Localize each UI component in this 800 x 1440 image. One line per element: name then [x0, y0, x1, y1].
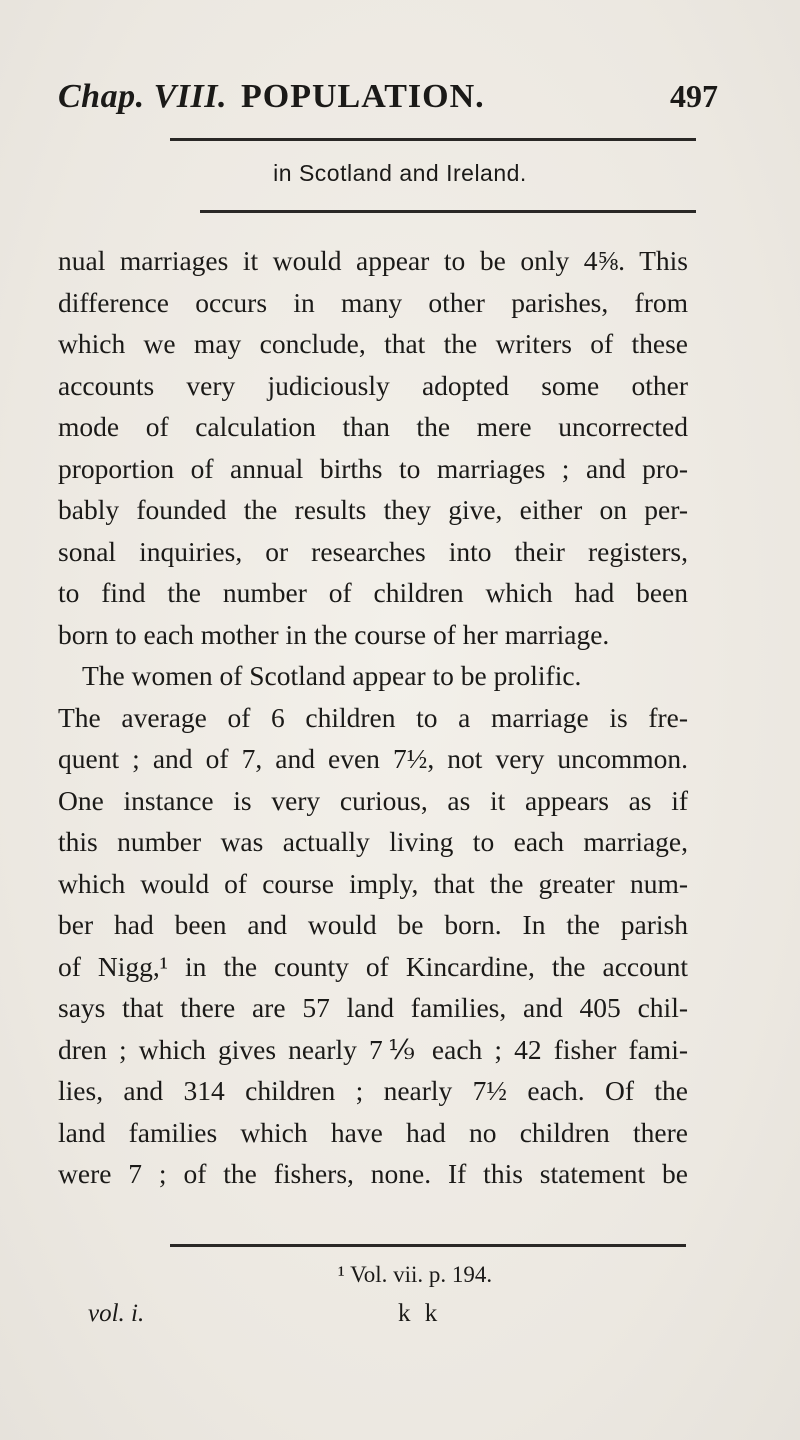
- text-line: bably founded the results they give, either on per-: [58, 494, 688, 525]
- text-line: born to each mother in the course of her marriage.: [58, 618, 610, 650]
- text-line: nual marriages it would appear to be only 4⅝. This: [58, 245, 688, 276]
- text-line: mode of calculation than the mere uncorrected: [58, 411, 688, 442]
- text-line: difference occurs in many other parishes, from: [58, 286, 688, 318]
- text-line: which would of course imply, that the greater num-: [58, 867, 688, 899]
- body-text: [58, 240, 688, 1195]
- volume-signature: vol. i.: [88, 1300, 145, 1327]
- text-line: accounts very judiciously adopted some other: [58, 369, 688, 401]
- text-line: One instance is very curious, as it appears as if: [58, 784, 688, 816]
- text-line: which we may conclude, that the writers of these: [58, 328, 688, 359]
- page-title: POPULATION.: [241, 78, 485, 115]
- text-line: this number was actually living to each marriage,: [58, 826, 688, 857]
- text-line: The average of 6 children to a marriage is fre-: [58, 701, 688, 733]
- text-line: ber had been and would be born. In the parish: [58, 909, 688, 940]
- text-line: lies, and 314 children ; nearly 7½ each. Of the: [58, 1075, 688, 1106]
- page-number: 497: [670, 78, 718, 114]
- footnote-rule: [170, 1244, 686, 1247]
- chapter-heading: Chap. VIII.: [58, 78, 227, 115]
- text-line: The women of Scotland appear to be prolific.: [82, 660, 582, 691]
- text-line: proportion of annual births to marriages ; and pro-: [58, 452, 688, 484]
- text-line: sonal inquiries, or researches into their registers,: [58, 535, 688, 567]
- top-rule: [170, 138, 696, 141]
- running-header: [58, 78, 718, 128]
- text-line: to find the number of children which had been: [58, 577, 688, 608]
- text-line: says that there are 57 land families, and 405 chil-: [58, 992, 688, 1023]
- text-line: dren ; which gives nearly 7⅑ each ; 42 fisher fami-: [58, 1033, 688, 1065]
- text-line: of Nigg,¹ in the county of Kincardine, the account: [58, 950, 688, 982]
- printer-signature-mark: k k: [398, 1300, 442, 1327]
- text-line: land families which have had no children there: [58, 1116, 688, 1148]
- section-heading: in Scotland and Ireland.: [273, 160, 527, 186]
- footnote: ¹ Vol. vii. p. 194.: [337, 1262, 493, 1287]
- text-line: quent ; and of 7, and even 7½, not very uncommon.: [58, 743, 688, 774]
- text-line: were 7 ; of the fishers, none. If this statement be: [58, 1158, 688, 1189]
- heading-underline-rule: [200, 210, 696, 213]
